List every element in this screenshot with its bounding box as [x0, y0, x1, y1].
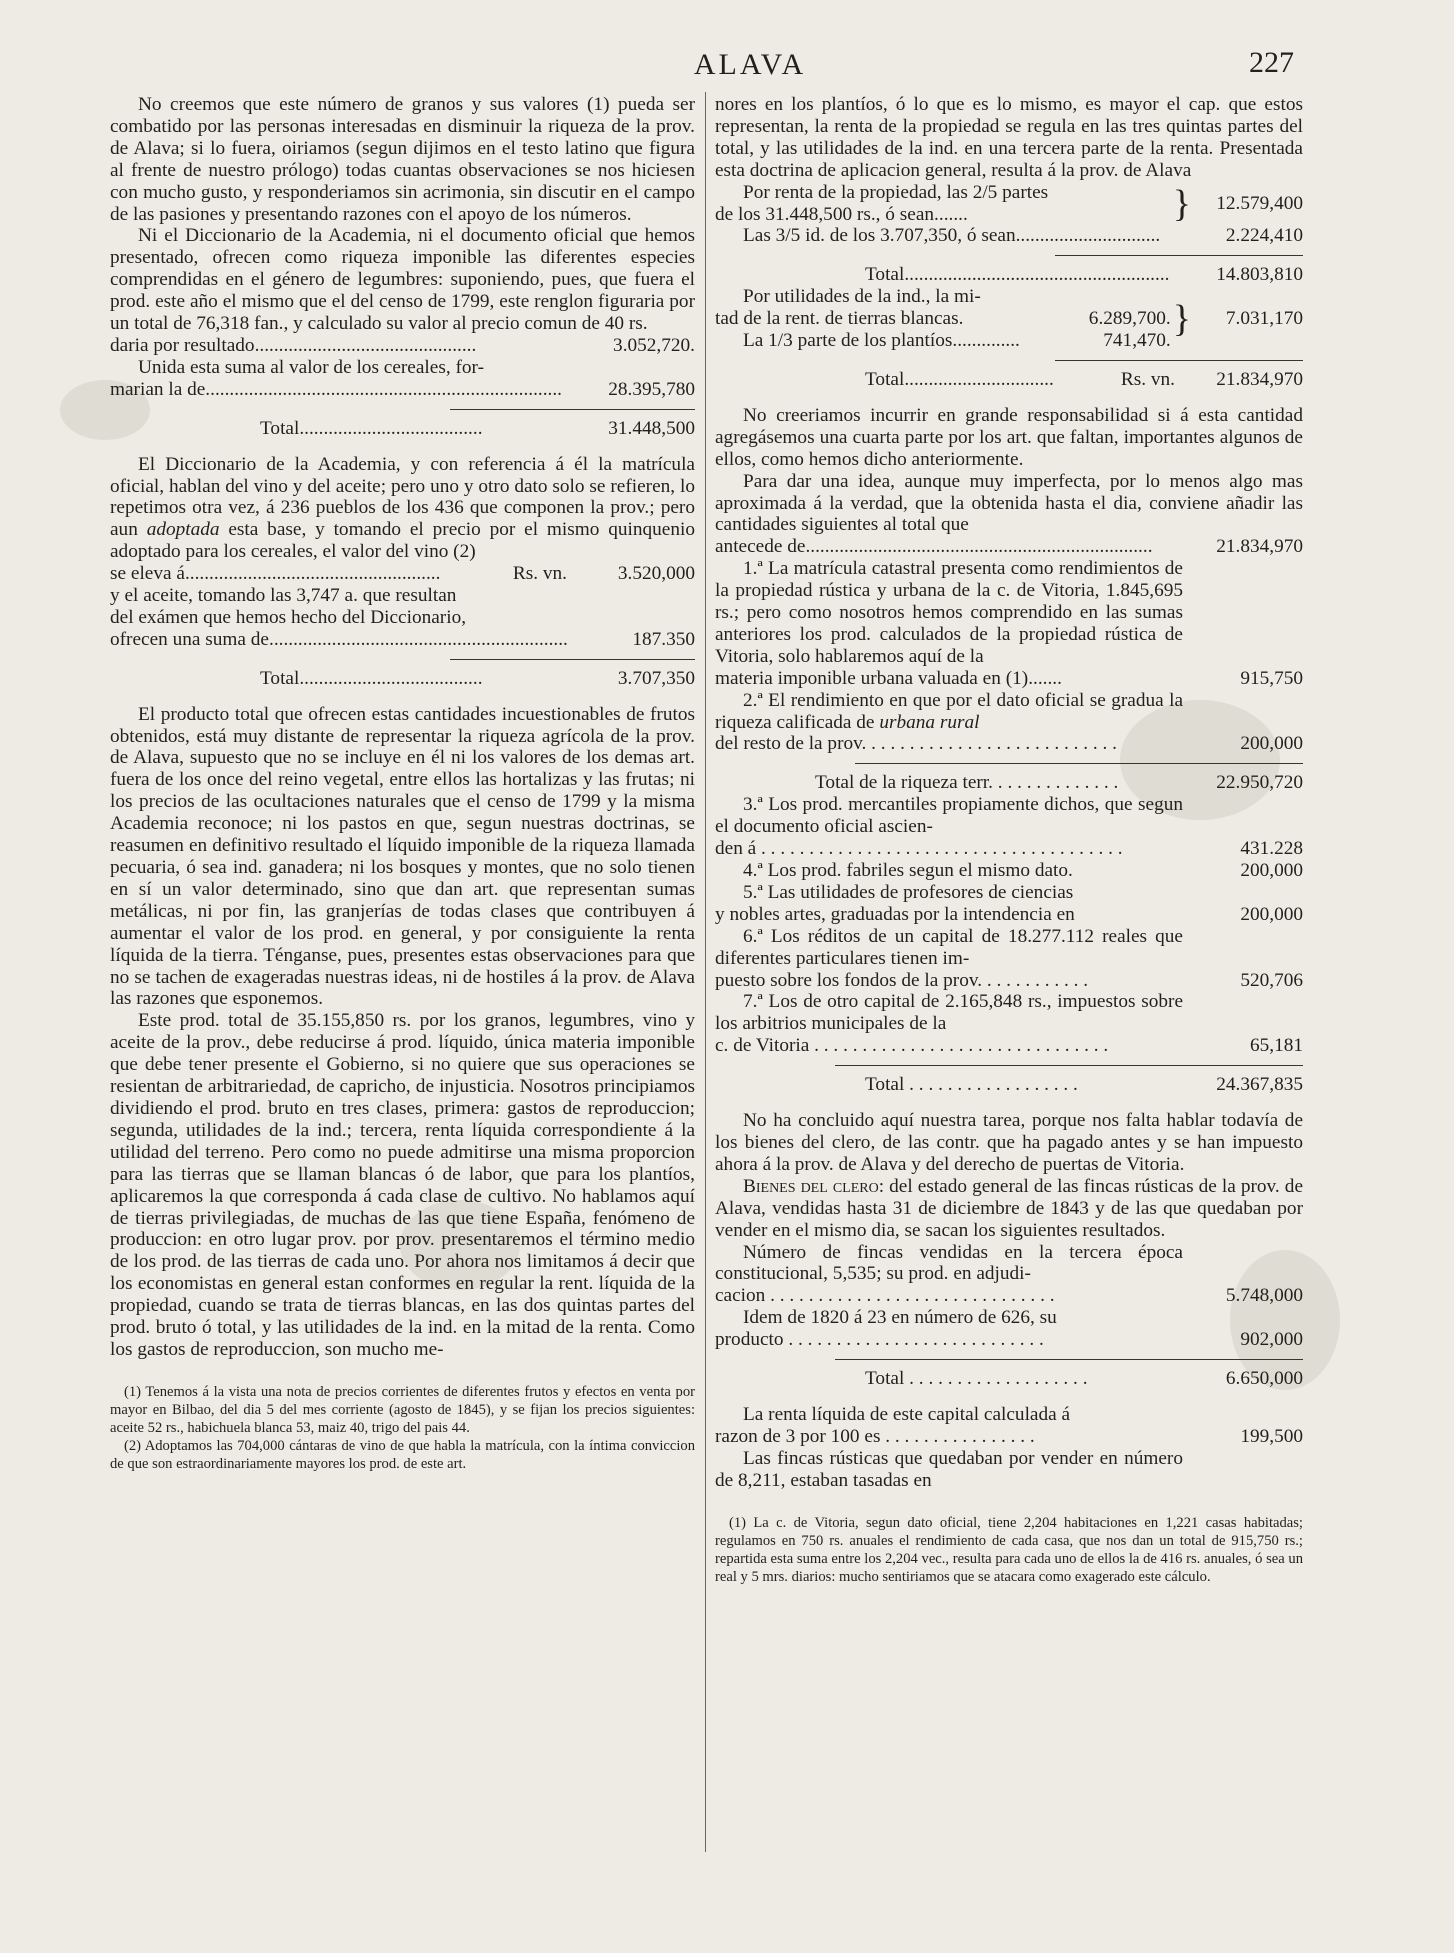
brace-total: 7.031,170	[1225, 308, 1303, 330]
total-row	[715, 264, 1303, 286]
sum-row	[715, 330, 1171, 352]
row-label: ofrecen una suma de..............................................................	[110, 628, 568, 650]
sum-row	[715, 882, 1303, 904]
total-value: 6.650,000	[1225, 1368, 1303, 1390]
sum-row	[110, 563, 695, 585]
total-value: 21.834,970	[1216, 368, 1303, 390]
row-label: den á . . . . . . . . . . . . . . . . . . . . . . . . . . . . . . . . . . . . . .	[715, 838, 1123, 860]
total-label: Total......................................	[260, 417, 483, 439]
total-row	[110, 668, 695, 690]
paragraph: Este prod. total de 35.155,850 rs. por los granos, legumbres, vino y aceite de la prov., debe reducirse á prod. líquido, única materia imponible que debe tener presente el Gobierno, si no quiere que sus operaciones se resientan de arbitrariedad, de capricho, de injusticia. Nosotros principiamos dividiendo el prod. bruto en tres clases, primera: gastos de reproduccion; segunda, utilidades de la ind.; tercera, renta líquida correspondiente á la utilidad del terreno. Pero como no puede admitirse una misma proporcion para las tierras que se llaman blancas ó de labor, que para los plantíos, aplicaremos la que corresponda á cada clase de cultivo. No hablamos aquí de tierras privilegiadas, de muchas de las que tiene España, fenómeno de produccion: en otro lugar prov. por prov. presentaremos el término medio de los prod. de las tierras de cada uno. Por ahora nos limitamos á decir que los economistas en general estan conformes en regular la rent. líquida de la propiedad, cuando se trata de tierras blancas, en las dos quintas partes del prod. bruto ó total, y las utilidades de la ind. en la mitad de la renta. Como los gastos de reproduccion, son mucho me-	[110, 1010, 695, 1360]
total-row	[110, 418, 695, 440]
sum-row	[715, 308, 1171, 330]
brace-group	[715, 182, 1303, 226]
left-column	[110, 94, 695, 1473]
paragraph: El Diccionario de la Academia, y con referencia á él la matrícula oficial, hablan del vino y del aceite; pero uno y otro dato solo se refieren, lo repetimos otra vez, á 236 pueblos de los 436 que componen la prov.; pero aun adoptada esta base, y tomando el precio por el mismo quinquenio adoptado para los cereales, el valor del vino (2)	[110, 453, 696, 563]
paragraph: del exámen que hemos hecho del Diccionario,	[110, 606, 467, 628]
row-label: marian la de..........................................................................	[110, 378, 562, 400]
sum-row	[110, 379, 695, 401]
row-value: 431.228	[1240, 838, 1303, 860]
row-value: 65,181	[1249, 1035, 1303, 1057]
row-label: Por renta de la propiedad, las 2/5 partes	[743, 181, 1049, 203]
row-label: Por utilidades de la ind., la mi-	[743, 286, 981, 308]
sum-row	[715, 904, 1303, 926]
total-value: 24.367,835	[1216, 1074, 1303, 1096]
total-value: 31.448,500	[608, 417, 695, 439]
sum-row	[110, 629, 695, 651]
sum-rule	[835, 1065, 1303, 1066]
total-value: 14.803,810	[1216, 264, 1303, 286]
row-label: La 1/3 parte de los plantíos..............	[743, 330, 1020, 352]
row-label: c. de Vitoria . . . . . . . . . . . . . . . . . . . . . . . . . . . . . . .	[715, 1035, 1109, 1057]
row-value: 187.350	[632, 628, 695, 650]
currency-unit: Rs. vn.	[512, 563, 567, 585]
paragraph: 3.ª Los prod. mercantiles propiamente dichos, que segun el documento oficial ascien-	[715, 794, 1183, 838]
row-value: 520,706	[1240, 969, 1303, 991]
row-value: 915,750	[1240, 667, 1303, 689]
footnotes	[715, 1514, 1303, 1586]
row-label: puesto sobre los fondos de la prov. . . . . . . . . . . .	[715, 969, 1089, 991]
brace-group	[715, 286, 1303, 352]
sum-row	[715, 860, 1303, 882]
column-divider	[705, 92, 706, 1852]
row-label: producto . . . . . . . . . . . . . . . . . . . . . . . . . . .	[715, 1329, 1044, 1351]
row-label: materia imponible urbana valuada en (1).......	[715, 667, 1062, 689]
row-value: 5.748,000	[1225, 1285, 1303, 1307]
row-value: 3.520,000	[617, 563, 695, 585]
paragraph: 7.ª Los de otro capital de 2.165,848 rs., impuestos sobre los arbitrios municipales de la	[715, 991, 1183, 1035]
sum-rule	[1055, 360, 1303, 361]
row-value: 6.289,700.	[1088, 308, 1171, 330]
row-label: de los 31.448,500 rs., ó sean.......	[715, 203, 968, 225]
total-label: Total...............................	[865, 368, 1054, 390]
paragraph: Ni el Diccionario de la Academia, ni el documento oficial que hemos presentado, ofrecen como riqueza imponible las diferentes especies comprendidas en el género de legumbres: suponiendo, pues, que fuera el prod. este año el mismo que el del censo de 1799, este renglon figuraria por un total de 76,318 fan., y calculado su valor al precio comun de 40 rs.	[110, 225, 695, 335]
row-label: 4.ª Los prod. fabriles segun el mismo dato.	[743, 860, 1073, 881]
sum-row	[715, 1285, 1303, 1307]
sum-rule	[450, 659, 695, 660]
sum-row	[715, 668, 1303, 690]
row-value: 741,470.	[1103, 330, 1171, 352]
sum-row	[715, 1426, 1303, 1448]
footnotes	[110, 1383, 695, 1473]
sum-row	[715, 286, 1171, 308]
paragraph: 2.ª El rendimiento en que por el dato oficial se gradua la riqueza calificada de urbana rural	[715, 689, 1183, 733]
paragraph: Unida esta suma al valor de los cereales, for-	[138, 356, 484, 378]
footnote: (1) Tenemos á la vista una nota de precios corrientes de diferentes frutos y efectos en venta por mayor en Bilbao, del dia 5 del mes corriente (agosto de 1845), y se fijan los precios siguientes: aceite 52 rs., habichuela blanca 53, maiz 40, trigo del pais 44.	[110, 1383, 695, 1436]
paragraph: nores en los plantíos, ó lo que es lo mismo, es mayor el cap. que estos representan, la renta de la propiedad se regula en las tres quintas partes del total, y las utilidades de la ind. en una tercera parte de la renta. Presentada esta doctrina de aplicacion general, resulta á la prov. de Alava	[715, 94, 1303, 181]
paragraph: Para dar una idea, aunque muy imperfecta, por lo menos algo mas aproximada á la verdad, que la obtenida hasta el dia, conviene añadir las cantidades siguientes al total que	[715, 470, 1303, 536]
row-label: razon de 3 por 100 es . . . . . . . . . . . . . . . .	[715, 1425, 1035, 1447]
sum-row	[715, 838, 1303, 860]
paragraph: 1.ª La matrícula catastral presenta como rendimientos de la propiedad rústica y urbana de la c. de Vitoria, 1.845,695 rs.; pero como nosotros hemos comprendido en las sumas anteriores los prod. calculados de la propiedad rústica de Vitoria, solo hablaremos aquí de la	[715, 558, 1183, 667]
paragraph: El producto total que ofrecen estas cantidades incuestionables de frutos obtenidos, está muy distante de representar la riqueza agrícola de la prov. de Alava, supuesto que no se incluye en él ni los valores de los demas art. fuera de los once del reino vegetal, entre ellos las hortalizas y las frutas; ni los precios de las ocultaciones naturales que el censo de 1799 y la misma Academia reconoce; ni los pastos en que, segun nuestras doctrinas, se reasumen en definitivo resultado el líquido imponible de la riqueza llamada pecuaria, ó sea ind. ganadera; ni los bosques y montes, que no solo tienen en sí un valor determinado, sino que dan art. que representan sumas metálicas, ni por fin, las granjerías de todas clases que contribuyen á aumentar el valor de los prod. en general, y por consiguiente la renta líquida de la tierra. Ténganse, pues, presentes estas observaciones para que no se tachen de exageradas nuestras ideas, ni de hostiles á la prov. de Alava las razones que esponemos.	[110, 703, 695, 1010]
row-label: del resto de la prov. . . . . . . . . . . . . . . . . . . . . . . . . . .	[715, 733, 1117, 755]
sum-row	[715, 970, 1303, 992]
total-label: Total de la riqueza terr. . . . . . . . . . . . . .	[815, 772, 1119, 794]
total-value: 3.707,350	[617, 667, 695, 689]
row-value: 3.052,720.	[613, 334, 695, 356]
paragraph: y el aceite, tomando las 3,747 a. que resultan	[110, 585, 457, 607]
total-row	[715, 1074, 1303, 1096]
total-row	[715, 1368, 1303, 1390]
currency-unit: Rs. vn.	[1120, 368, 1175, 390]
row-value: 2.224,410	[1225, 225, 1303, 247]
brace: }	[1172, 298, 1191, 341]
paragraph: No creeriamos incurrir en grande responsabilidad si á esta cantidad agregásemos una cuarta parte por los art. que faltan, importantes algunos de ellos, como hemos dicho anteriormente.	[715, 404, 1303, 470]
total-value: 22.950,720	[1216, 772, 1303, 794]
sum-row	[715, 536, 1303, 558]
row-value: 200,000	[1240, 733, 1303, 755]
sum-rule	[1055, 255, 1303, 256]
brace: }	[1172, 182, 1191, 225]
paragraph: Número de fincas vendidas en la tercera época constitucional, 5,535; su prod. en adjudi-	[715, 1241, 1183, 1285]
paragraph: La renta líquida de este capital calculada á	[743, 1403, 1071, 1425]
row-label: se eleva á.....................................................	[110, 563, 441, 585]
total-label: Total.......................................................	[865, 264, 1170, 286]
sum-row	[715, 1035, 1303, 1057]
row-label: antecede de........................................................................	[715, 536, 1153, 558]
paragraph: Idem de 1820 á 23 en número de 626, su	[743, 1307, 1057, 1329]
row-value: 28.395,780	[608, 378, 695, 400]
sum-rule	[855, 763, 1303, 764]
row-value: 902,000	[1240, 1329, 1303, 1351]
sum-row	[715, 225, 1303, 247]
row-value: 21.834,970	[1216, 536, 1303, 558]
row-value: 200,000	[1240, 903, 1303, 925]
paragraph: Las fincas rústicas que quedaban por vender en número de 8,211, estaban tasadas en	[715, 1447, 1183, 1491]
paragraph: No creemos que este número de granos y sus valores (1) pueda ser combatido por las personas interesadas en disminuir la riqueza de la prov. de Alava; si lo fuera, oiriamos (segun dijimos en el testo latino que figura al frente de nuestro prólogo) todas cuantas observaciones se nos hiciesen con mucho gusto, y responderiamos sin acrimonia, sin discutir en el campo de las pasiones y presentando razones con el apoyo de los números.	[110, 94, 695, 225]
footnote: (1) La c. de Vitoria, segun dato oficial, tiene 2,204 habitaciones en 1,221 casas habitadas; regulamos en 750 rs. anuales el rendimiento de cada casa, que nos dan un total de 915,750 rs.; repartida esta suma entre los 2,204 vec., resulta para cada uno de ellos la de 416 rs. anuales, ó sea un real y 5 mrs. diarios: mucho sentiriamos que se atacara como exagerado este cálculo.	[715, 1514, 1303, 1585]
running-head-title: ALAVA	[693, 48, 807, 81]
row-label: cacion . . . . . . . . . . . . . . . . . . . . . . . . . . . . . .	[715, 1285, 1055, 1307]
sum-row	[715, 733, 1303, 755]
row-label: y nobles artes, graduadas por la intendencia en	[715, 903, 1075, 925]
total-row	[715, 772, 1303, 794]
right-column	[715, 94, 1303, 1586]
row-label: Las 3/5 id. de los 3.707,350, ó sean..............................	[743, 225, 1161, 247]
row-label: tad de la rent. de tierras blancas.	[715, 308, 964, 330]
footnote: (2) Adoptamos las 704,000 cántaras de vino de que habla la matrícula, con la íntima conviccion de que son estraordinariamente mayores los prod. de este art.	[110, 1437, 695, 1472]
total-label: Total . . . . . . . . . . . . . . . . . .	[865, 1074, 1078, 1096]
sum-row	[110, 335, 695, 357]
total-row	[715, 369, 1303, 391]
page-number: 227	[1249, 46, 1294, 79]
sum-rule	[835, 1359, 1303, 1360]
row-value: 199,500	[1240, 1425, 1303, 1447]
paragraph: No ha concluido aquí nuestra tarea, porque nos falta hablar todavía de los bienes del clero, de las contr. que ha pagado antes y se han impuesto ahora á la prov. de Alava y del derecho de puertas de Vitoria.	[715, 1110, 1303, 1175]
total-label: Total......................................	[260, 667, 483, 689]
row-value: 200,000	[1240, 860, 1303, 881]
sum-row	[715, 1329, 1303, 1351]
total-label: Total . . . . . . . . . . . . . . . . . . .	[865, 1368, 1088, 1390]
sum-rule	[450, 409, 695, 410]
row-label: daria por resultado..............................................	[110, 334, 477, 356]
paragraph: Bienes del clero: del estado general de las fincas rústicas de la prov. de Alava, vendidas hasta 31 de diciembre de 1843 y de las que quedaban por vender en el mismo dia, se sacan los siguientes resultados.	[715, 1175, 1304, 1241]
paragraph: 6.ª Los réditos de un capital de 18.277.112 reales que diferentes particulares tienen im-	[715, 925, 1183, 969]
row-label: 5.ª Las utilidades de profesores de ciencias	[743, 881, 1074, 903]
row-value: 12.579,400	[1216, 192, 1303, 214]
